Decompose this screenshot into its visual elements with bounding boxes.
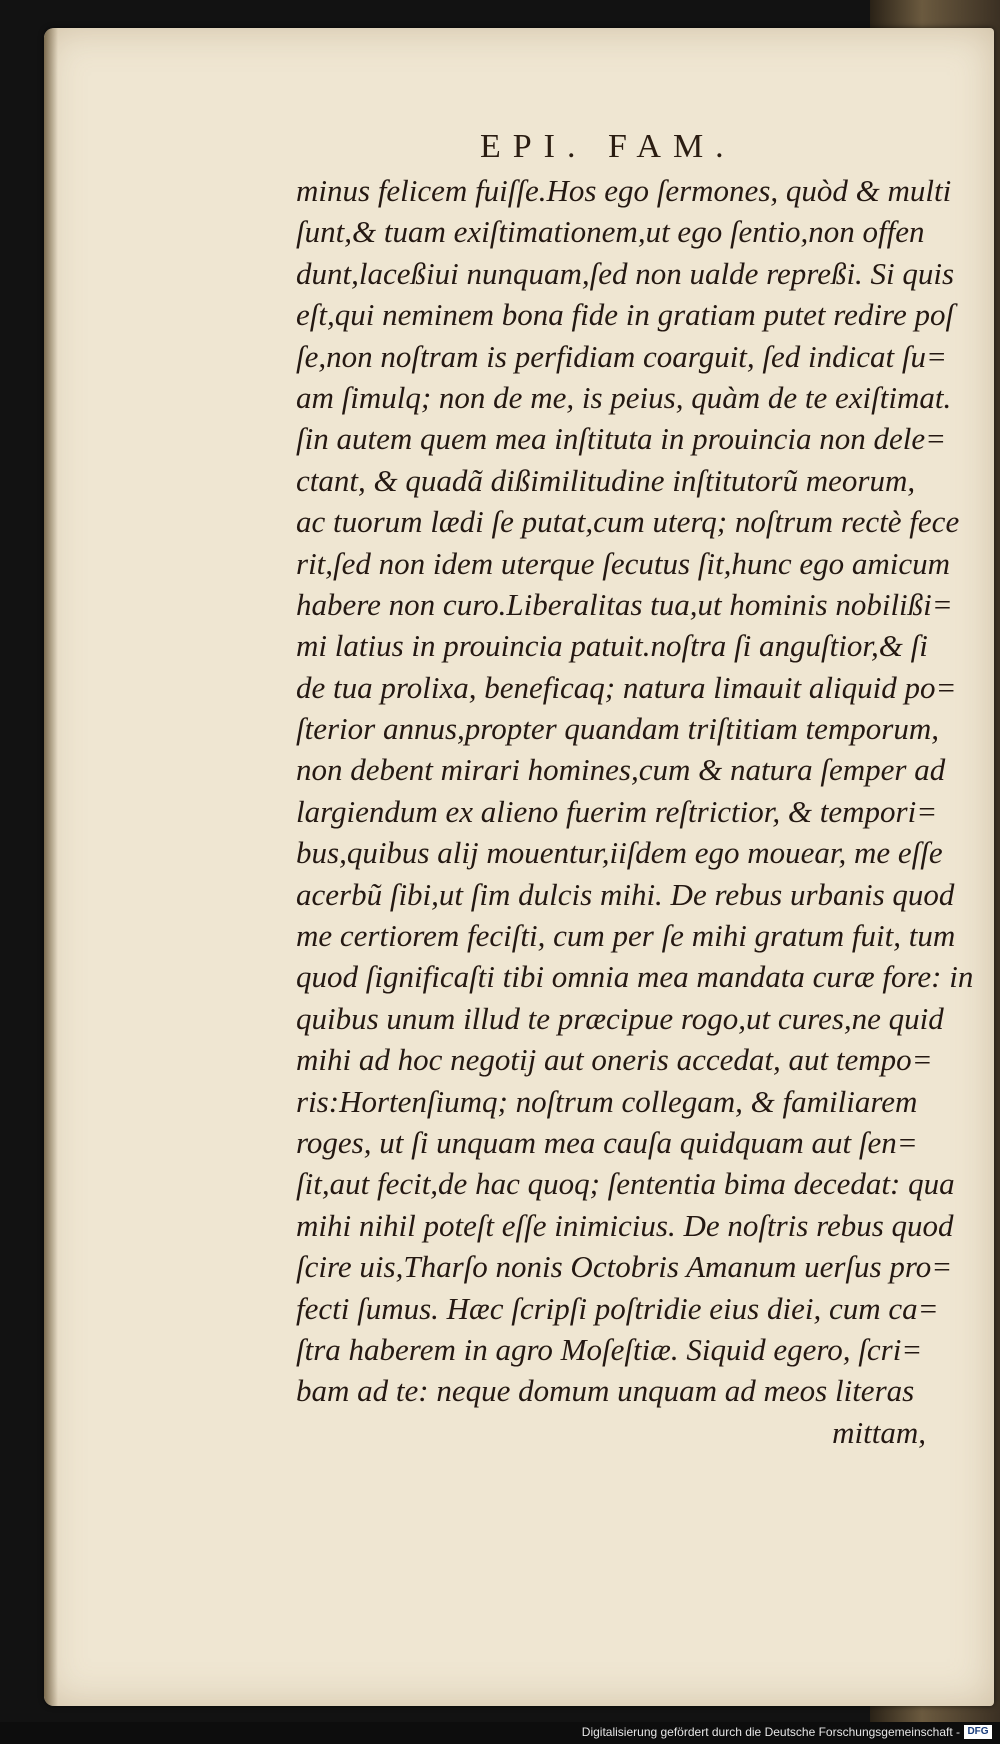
text-block bbox=[296, 170, 974, 1453]
text-line: ſtra haberem in agro Moſeſtiæ. Siquid egero, ſcri= bbox=[296, 1331, 923, 1367]
text-line: de tua prolixa, beneficaq; natura limauit aliquid po= bbox=[296, 669, 957, 705]
text-line: me certiorem feciſti, cum per ſe mihi gratum fuit, tum bbox=[296, 918, 956, 954]
text-line: ſunt,& tuam exiſtimationem,ut ego ſentio,non offen bbox=[296, 214, 925, 250]
dfg-logo: DFG bbox=[964, 1725, 992, 1739]
text-line: acerbũ ſibi,ut ſim dulcis mihi. De rebus urbanis quod bbox=[296, 876, 955, 912]
running-head: EPI. FAM. bbox=[480, 128, 736, 165]
text-line: bus,quibus alij mouentur,iiſdem ego mouear, me eſſe bbox=[296, 835, 943, 871]
text-line: eſt,qui neminem bona fide in gratiam putet redire poſ bbox=[296, 297, 955, 333]
text-line: fecti ſumus. Hæc ſcripſi poſtridie eius diei, cum ca= bbox=[296, 1290, 939, 1326]
text-line: quod ſignificaſti tibi omnia mea mandata curæ fore: in bbox=[296, 959, 974, 995]
funding-credit: Digitalisierung gefördert durch die Deutsche Forschungsgemeinschaft - bbox=[581, 1725, 960, 1739]
text-line: ac tuorum lædi ſe putat,cum uterq; noſtrum rectè fece bbox=[296, 504, 960, 540]
text-line: dunt,laceßiui nunquam,ſed non ualde repreßi. Si quis bbox=[296, 255, 955, 291]
text-line: ris:Hortenſiumq; noſtrum collegam, & familiarem bbox=[296, 1083, 918, 1119]
text-line: mihi ad hoc negotij aut oneris accedat, aut tempo= bbox=[296, 1042, 933, 1078]
text-line: ſit,aut fecit,de hac quoq; ſententia bima decedat: qua bbox=[296, 1166, 955, 1202]
text-line: rit,ſed non idem uterque ſecutus ſit,hunc ego amicum bbox=[296, 545, 951, 581]
catchword: mittam, bbox=[832, 1414, 926, 1450]
text-line: ctant, & quadã dißimilitudine inſtitutorũ meorum, bbox=[296, 462, 916, 498]
text-line: ſterior annus,propter quandam triſtitiam temporum, bbox=[296, 711, 939, 747]
text-line: bam ad te: neque domum unquam ad meos literas bbox=[296, 1373, 915, 1409]
text-line: minus felicem fuiſſe.Hos ego ſermones, quòd & multi bbox=[296, 173, 952, 208]
text-line: am ſimulq; non de me, is peius, quàm de te exiſtimat. bbox=[296, 379, 952, 415]
text-line: largiendum ex alieno fuerim reſtrictior, & tempori= bbox=[296, 793, 938, 829]
text-line: mihi nihil poteſt eſſe inimicius. De noſtris rebus quod bbox=[296, 1207, 954, 1243]
text-line: quibus unum illud te præcipue rogo,ut cures,ne quid bbox=[296, 1000, 944, 1036]
text-line: mi latius in prouincia patuit.noſtra ſi anguſtior,& ſi bbox=[296, 628, 928, 664]
text-line: ſe,non noſtram is perfidiam coarguit, ſed indicat ſu= bbox=[296, 338, 947, 374]
text-line: ſin autem quem mea inſtituta in prouincia non dele= bbox=[296, 421, 947, 457]
text-line: non debent mirari homines,cum & natura ſemper ad bbox=[296, 752, 946, 788]
text-line: roges, ut ſi unquam mea cauſa quidquam aut ſen= bbox=[296, 1124, 918, 1160]
text-line: habere non curo.Liberalitas tua,ut hominis nobilißi= bbox=[296, 586, 953, 622]
text-line: ſcire uis,Tharſo nonis Octobris Amanum uerſus pro= bbox=[296, 1249, 953, 1285]
